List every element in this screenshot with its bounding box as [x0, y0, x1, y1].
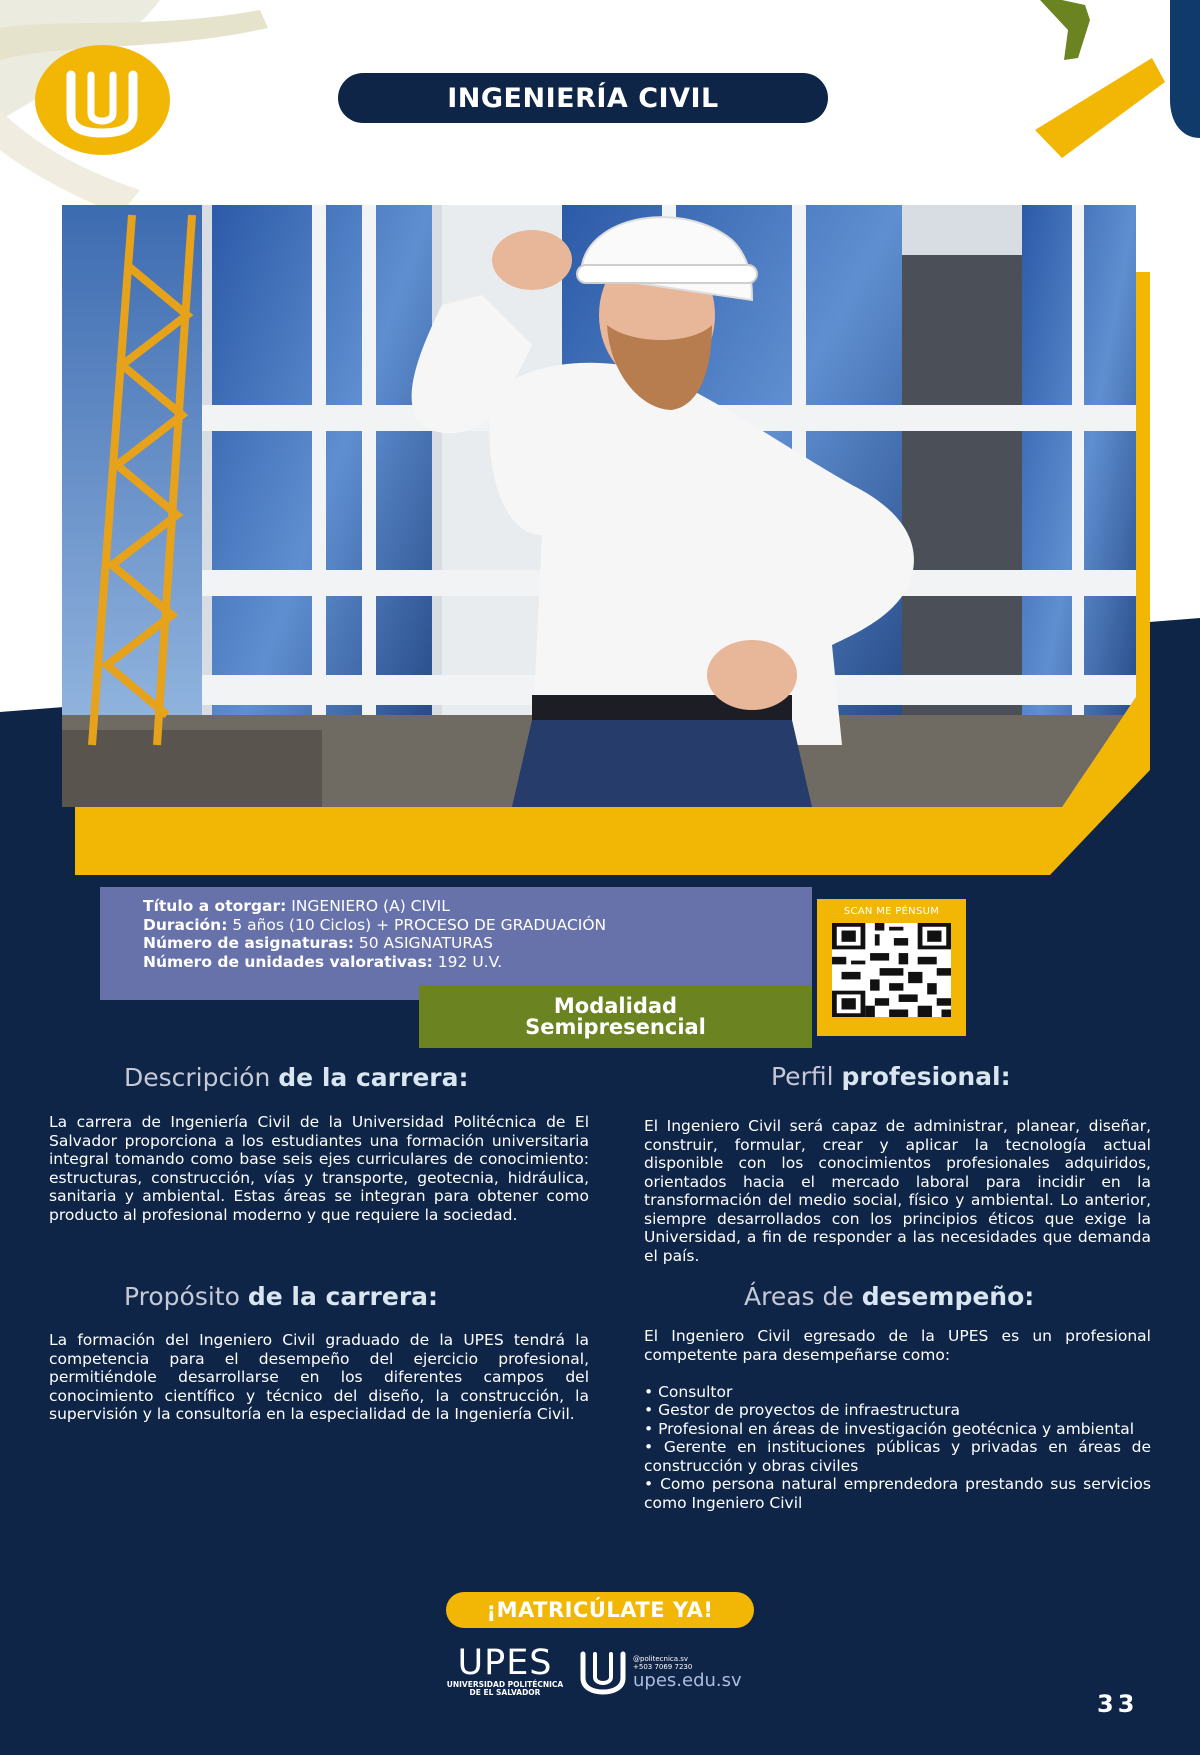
areas-item: • Gerente en instituciones públicas y privadas en áreas de construcción y obras civiles — [644, 1438, 1151, 1475]
areas-item: • Consultor — [644, 1382, 733, 1401]
brand-subtitle-1: UNIVERSIDAD POLITÉCNICA — [446, 1680, 564, 1689]
qr-label: SCAN ME PÉNSUM — [843, 906, 940, 917]
areas-text — [644, 1327, 1151, 1512]
areas-spacer — [644, 1364, 1151, 1383]
page-number: 33 — [1097, 1690, 1139, 1718]
brand-subtitle-2: DE EL SALVADOR — [469, 1688, 541, 1697]
upes-logo-icon — [35, 45, 170, 155]
website-link[interactable]: upes.edu.sv — [633, 1670, 742, 1691]
upes-logo — [35, 45, 170, 155]
areas-item: • Profesional en áreas de investigación geotécnica y ambiental — [644, 1419, 1135, 1438]
areas-heading: Áreas de desempeño: — [744, 1282, 1035, 1311]
engineer-photo — [62, 205, 1136, 807]
enroll-button[interactable]: ¡MATRICÚLATE YA! — [446, 1592, 754, 1628]
brand-name: UPES — [457, 1643, 553, 1683]
top-right-olive-shape — [1040, 0, 1090, 60]
descripcion-heading: Descripción de la carrera: — [124, 1063, 469, 1092]
program-info-lines — [143, 897, 606, 971]
engineer-illustration — [62, 205, 1136, 807]
top-right-yellow-shape — [1035, 58, 1165, 158]
social-handle[interactable]: @politecnica.sv — [633, 1655, 689, 1663]
modalidad-badge: Modalidad Semipresencial — [419, 985, 812, 1048]
perfil-text: El Ingeniero Civil será capaz de administrar, planear, diseñar, construir, formular, crear y aplicar la tecnología actual disponible con los conocimientos profesionales adquiridos, orientados hacia el mercado laboral para incidir en la transformación del medio social, físico y ambiental. Lo anterior, siempre desarrollados con los principios éticos que exige la Universidad, a fin de responder a las necesidades que demanda el país. — [644, 1117, 1151, 1265]
qr-code-icon[interactable] — [832, 923, 951, 1017]
info-duracion: Duración: 5 años (10 Ciclos) + PROCESO DE GRADUACIÓN — [143, 915, 607, 934]
descripcion-text: La carrera de Ingeniería Civil de la Universidad Politécnica de El Salvador proporciona a los estudiantes una formación universitaria integral tomando como base seis ejes curriculares de conocimiento: estructuras, construcción, vías y transporte, geotecnia, hidráulica, sanitaria y ambiental. Estas áreas se integran para obtener como producto al profesional moderno y que requiere la sociedad. — [49, 1113, 589, 1224]
proposito-heading: Propósito de la carrera: — [124, 1282, 439, 1311]
info-asignaturas: Número de asignaturas: 50 ASIGNATURAS — [143, 934, 493, 952]
areas-item: • Como persona natural emprendedora prestando sus servicios como Ingeniero Civil — [644, 1475, 1151, 1512]
info-titulo: Título a otorgar: INGENIERO (A) CIVIL — [143, 897, 450, 915]
upes-footer-logo-icon — [577, 1650, 629, 1696]
info-unidades: Número de unidades valorativas: 192 U.V. — [143, 952, 503, 971]
phone-number[interactable]: +503 7069 7230 — [633, 1663, 693, 1671]
areas-item: • Gestor de proyectos de infraestructura — [644, 1401, 960, 1419]
upes-wordmark — [444, 1645, 566, 1697]
perfil-heading: Perfil profesional: — [771, 1062, 1011, 1091]
page-title: INGENIERÍA CIVIL — [338, 73, 828, 123]
proposito-text: La formación del Ingeniero Civil graduado de la UPES tendrá la competencia para el desempeño del ejercicio profesional, permitiéndole desarrollarse en los diferentes campos del conocimiento científico y técnico del diseño, la construcción, la supervisión y la consultoría en la especialidad de la Ingeniería Civil. — [49, 1331, 589, 1423]
areas-intro: El Ingeniero Civil egresado de la UPES es un profesional competente para desempeñarse como: — [644, 1327, 1151, 1364]
social-contact — [633, 1655, 692, 1671]
